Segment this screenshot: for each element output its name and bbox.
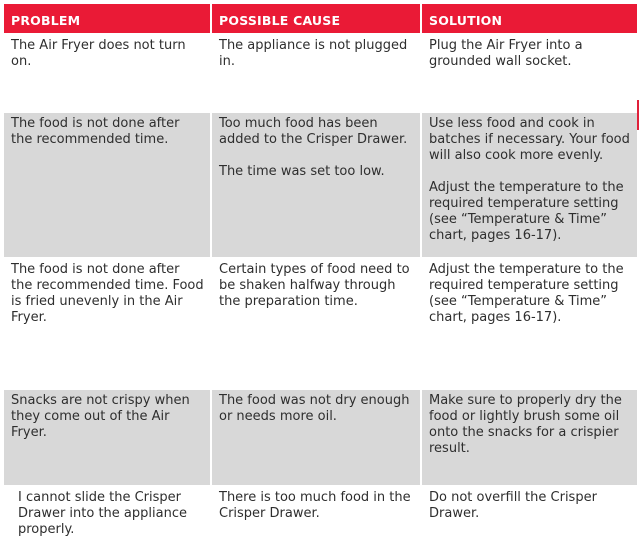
cause-text: Certain types of food need to be shaken halfway through the preparation time. (219, 262, 410, 309)
cause-cell (212, 35, 422, 113)
table-row (4, 487, 637, 551)
solution-text: Make sure to properly dry the food or lightly brush some oil onto the snacks for a crispier result. (429, 393, 622, 456)
problem-cell (4, 259, 212, 390)
problem-cell (4, 487, 212, 551)
solution-text: Adjust the temperature to the required temperature setting (see “Temperature & Time” chart, pages 16-17). (429, 180, 624, 243)
cause-cell (212, 390, 422, 487)
problem-text: The food is not done after the recommended time. Food is fried unevenly in the Air Fryer. (11, 262, 204, 325)
problem-text: I cannot slide the Crisper Drawer into the appliance properly. (18, 490, 187, 537)
problem-cell (4, 390, 212, 487)
header-solution: SOLUTION (422, 4, 637, 35)
solution-text: Plug the Air Fryer into a grounded wall socket. (429, 38, 583, 69)
cause-text: The food was not dry enough or needs more oil. (219, 393, 410, 424)
table-header-row (4, 4, 637, 35)
cause-cell (212, 113, 422, 259)
cause-cell (212, 487, 422, 551)
header-possible-cause: POSSIBLE CAUSE (212, 4, 422, 35)
cause-text: The time was set too low. (219, 164, 385, 179)
cause-text: Too much food has been added to the Crisper Drawer. (219, 116, 408, 147)
problem-cell (4, 35, 212, 113)
table-row (4, 113, 637, 259)
problem-text: The Air Fryer does not turn on. (11, 38, 186, 69)
page-edge-mark (637, 100, 639, 130)
solution-cell (422, 487, 637, 551)
solution-text: Use less food and cook in batches if necessary. Your food will also cook more evenly. (429, 116, 630, 163)
problem-cell (4, 113, 212, 259)
problem-text: The food is not done after the recommended time. (11, 116, 180, 147)
solution-cell (422, 390, 637, 487)
cause-cell (212, 259, 422, 390)
solution-cell (422, 259, 637, 390)
solution-text: Do not overfill the Crisper Drawer. (429, 490, 597, 521)
table-row (4, 390, 637, 487)
solution-cell (422, 113, 637, 259)
solution-text: Adjust the temperature to the required temperature setting (see “Temperature & Time” chart, pages 16-17). (429, 262, 624, 325)
header-problem: PROBLEM (4, 4, 212, 35)
cause-text: The appliance is not plugged in. (219, 38, 408, 69)
problem-text: Snacks are not crispy when they come out of the Air Fryer. (11, 393, 190, 440)
cause-text: There is too much food in the Crisper Drawer. (219, 490, 411, 521)
table-row (4, 35, 637, 113)
troubleshooting-table (4, 4, 637, 551)
table-row (4, 259, 637, 390)
solution-cell (422, 35, 637, 113)
